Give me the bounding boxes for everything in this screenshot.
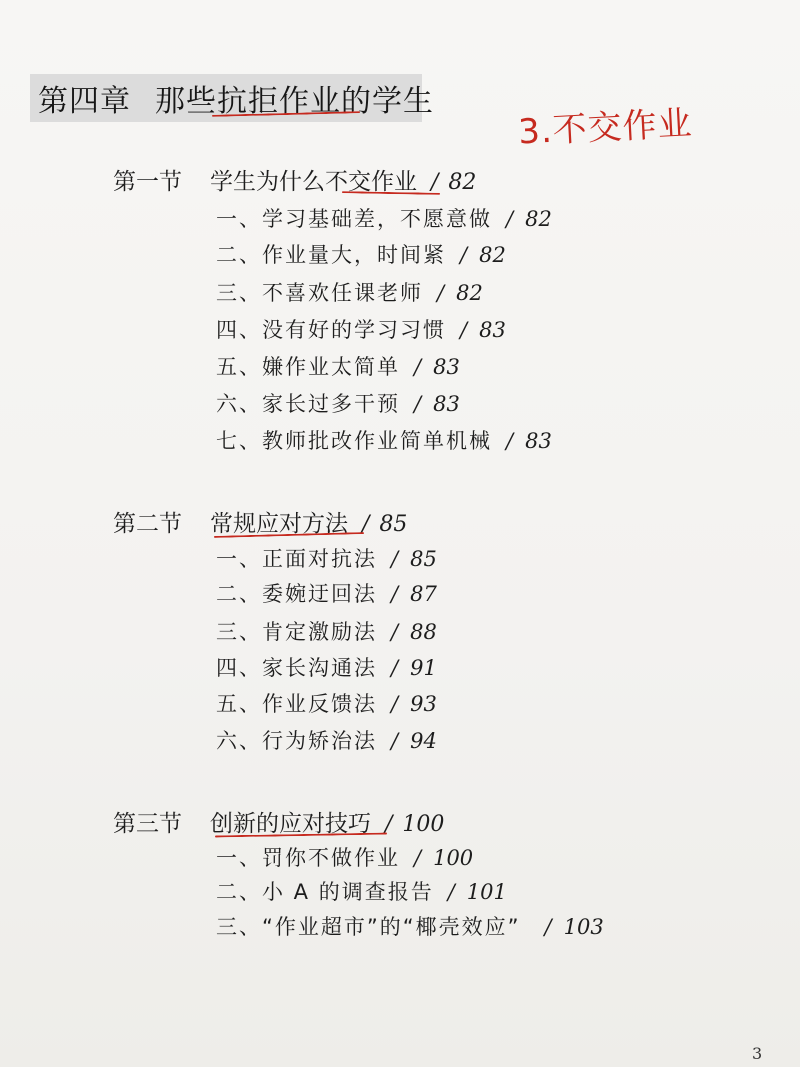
page-separator: / (460, 318, 468, 342)
entry-title: 一、罚你不做作业 (216, 846, 400, 870)
entry-page-number: 83 (525, 429, 552, 453)
page-separator: / (385, 812, 393, 837)
entry-title: 三、肯定激励法 (216, 620, 377, 644)
toc-entry[interactable] (216, 616, 437, 646)
entry-title: 六、行为矫治法 (216, 729, 377, 753)
page-separator: / (437, 281, 445, 305)
entry-page-number: 83 (433, 355, 460, 379)
toc-entry[interactable] (216, 543, 437, 573)
entry-page-number: 88 (410, 620, 437, 644)
entry-title: 二、委婉迂回法 (216, 582, 377, 606)
page-separator: / (391, 620, 399, 644)
section-page-number: 85 (379, 512, 408, 537)
toc-entry[interactable] (216, 314, 506, 344)
page-separator: / (391, 729, 399, 753)
toc-entry[interactable] (216, 842, 473, 872)
entry-page-number: 103 (563, 915, 604, 939)
entry-title: 一、正面对抗法 (216, 547, 377, 571)
section-heading[interactable] (113, 805, 444, 838)
toc-entry[interactable] (216, 203, 552, 233)
page-separator: / (460, 243, 468, 267)
section-page-number: 82 (448, 170, 477, 195)
entry-page-number: 82 (479, 243, 506, 267)
entry-page-number: 83 (433, 392, 460, 416)
entry-title: 五、嫌作业太简单 (216, 355, 400, 379)
entry-page-number: 94 (410, 729, 437, 753)
page-separator: / (431, 170, 439, 195)
page-separator: / (447, 880, 455, 904)
entry-page-number: 87 (410, 582, 437, 606)
page-separator: / (544, 915, 552, 939)
entry-page-number: 101 (466, 880, 507, 904)
toc-entry[interactable] (216, 911, 604, 941)
entry-title: 七、教师批改作业简单机械 (216, 429, 492, 453)
entry-title: 三、不喜欢任课老师 (216, 281, 423, 305)
entry-page-number: 83 (479, 318, 506, 342)
entry-page-number: 91 (410, 656, 437, 680)
entry-page-number: 82 (456, 281, 483, 305)
page-separator: / (414, 392, 422, 416)
entry-title: 二、作业量大，时间紧 (216, 243, 446, 267)
section-title: 常规应对方法 (210, 511, 348, 537)
entry-page-number: 82 (525, 207, 552, 231)
page-separator: / (391, 656, 399, 680)
page-separator: / (414, 846, 422, 870)
page-separator: / (362, 512, 370, 537)
section-label: 第三节 (113, 811, 182, 837)
entry-title: 一、学习基础差，不愿意做 (216, 207, 492, 231)
toc-entry[interactable] (216, 388, 460, 418)
page-separator: / (506, 429, 514, 453)
toc-entry[interactable] (216, 239, 506, 269)
entry-page-number: 93 (410, 692, 437, 716)
entry-title: 六、家长过多干预 (216, 392, 400, 416)
toc-entry[interactable] (216, 688, 437, 718)
page-number: 3 (752, 1044, 763, 1063)
section-heading[interactable] (113, 163, 476, 196)
handwritten-note: 3.不交作业 (517, 103, 694, 153)
toc-entry[interactable] (216, 578, 437, 608)
toc-entry[interactable] (216, 876, 507, 906)
entry-title: 三、“作业超市”的“椰壳效应” (216, 915, 521, 939)
entry-title: 四、家长沟通法 (216, 656, 377, 680)
page-separator: / (391, 582, 399, 606)
toc-entry[interactable] (216, 425, 552, 455)
toc-entry[interactable] (216, 652, 437, 682)
section-page-number: 100 (402, 812, 445, 837)
entry-title: 二、小 A 的调查报告 (216, 880, 434, 904)
entry-page-number: 85 (410, 547, 437, 571)
toc-entry[interactable] (216, 277, 483, 307)
page-separator: / (414, 355, 422, 379)
section-label: 第一节 (113, 169, 182, 195)
entry-page-number: 100 (433, 846, 474, 870)
section-title: 创新的应对技巧 (210, 811, 371, 837)
page-separator: / (391, 547, 399, 571)
chapter-title: 那些抗拒作业的学生 (155, 84, 434, 119)
entry-title: 五、作业反馈法 (216, 692, 377, 716)
toc-entry[interactable] (216, 725, 437, 755)
page-separator: / (506, 207, 514, 231)
toc-entry[interactable] (216, 351, 460, 381)
page-separator: / (391, 692, 399, 716)
section-title: 学生为什么不交作业 (210, 169, 417, 195)
section-label: 第二节 (113, 511, 182, 537)
entry-title: 四、没有好的学习习惯 (216, 318, 446, 342)
chapter-label: 第四章 (38, 84, 131, 119)
